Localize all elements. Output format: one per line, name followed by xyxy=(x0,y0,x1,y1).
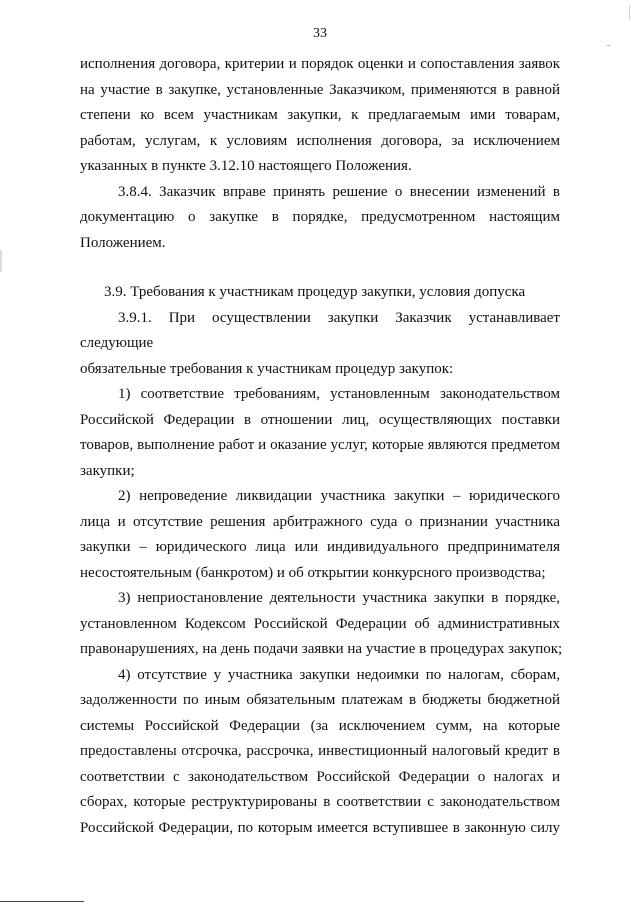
scan-mark-left xyxy=(0,250,2,272)
text-line: несостоятельным (банкротом) и об открытии конкурсного производства; xyxy=(80,564,546,581)
scan-mark-top-right xyxy=(629,6,630,20)
text-line: товаров, выполнение работ и оказание услуг, которые являются предметом xyxy=(80,437,560,453)
text-line: предоставлены отсрочка, рассрочка, инвестиционный налоговый кредит в xyxy=(80,743,560,759)
text-line: обязательные требования к участникам процедур закупок: xyxy=(80,360,454,377)
text-line: системы Российской Федерации (за исключением сумм, на которые xyxy=(80,717,560,734)
document-body xyxy=(80,52,563,841)
scan-edge-line xyxy=(0,901,84,902)
text-line: 3) неприостановление деятельности участника закупки в порядке, xyxy=(118,590,560,606)
paragraph-3-9-1 xyxy=(80,306,560,383)
text-line: закупки; xyxy=(80,462,135,479)
list-item-3 xyxy=(80,586,563,663)
text-line: 3.8.4. Заказчик вправе принять решение о внесении изменений в xyxy=(118,183,560,200)
text-line: сборах, которые реструктурированы в соответствии с законодательством xyxy=(80,794,560,810)
text-line: правонарушениях, на день подачи заявки на участие в процедурах закупок; xyxy=(80,641,563,657)
text-line: Российской Федерации, по которым имеется вступившее в законную силу xyxy=(80,819,560,836)
list-item-4 xyxy=(80,663,560,842)
text-line: документацию о закупке в порядке, предусмотренном настоящим xyxy=(80,209,560,225)
text-line: указанных в пункте 3.12.10 настоящего Положения. xyxy=(80,158,412,174)
text-line: закупки – юридического лица или индивидуального предпринимателя xyxy=(80,539,560,555)
text-line: 2) непроведение ликвидации участника закупки – юридического xyxy=(118,488,560,504)
list-item-2 xyxy=(80,484,560,586)
text-line: Положением. xyxy=(80,234,166,251)
text-line: работам, услугам, к условиям исполнения договора, за исключением xyxy=(80,132,560,149)
text-line: задолженности по иным обязательным платежам в бюджеты бюджетной xyxy=(80,692,560,708)
text-line: установленном Кодексом Российской Федерации об административных xyxy=(80,615,560,632)
text-line: 4) отсутствие у участника закупки недоимки по налогам, сборам, xyxy=(118,666,560,683)
text-line: лица и отсутствие решения арбитражного суда о признании участника xyxy=(80,513,560,530)
text-line: на участие в закупке, установленные Заказчиком, применяются в равной xyxy=(80,81,560,98)
section-heading-3-9 xyxy=(80,280,560,306)
section-heading-text: 3.9. Требования к участникам процедур закупки, условия допуска xyxy=(104,284,526,300)
page-number: 33 xyxy=(313,26,327,41)
scan-dot xyxy=(607,45,610,46)
text-line: Российской Федерации в отношении лиц, осуществляющих поставки xyxy=(80,411,560,428)
text-line: 1) соответствие требованиям, установленным законодательством xyxy=(118,386,560,402)
paragraph-evaluation-criteria xyxy=(80,52,560,180)
text-line: степени ко всем участникам закупки, к предлагаемым ими товарам, xyxy=(80,107,560,123)
paragraph-3-8-4 xyxy=(80,180,560,257)
text-line: 3.9.1. При осуществлении закупки Заказчик устанавливает следующие xyxy=(80,309,560,351)
text-line: соответствии с законодательством Российской Федерации о налогах и xyxy=(80,768,560,785)
list-item-1 xyxy=(80,382,560,484)
text-line: исполнения договора, критерии и порядок оценки и сопоставления заявок xyxy=(80,56,560,72)
